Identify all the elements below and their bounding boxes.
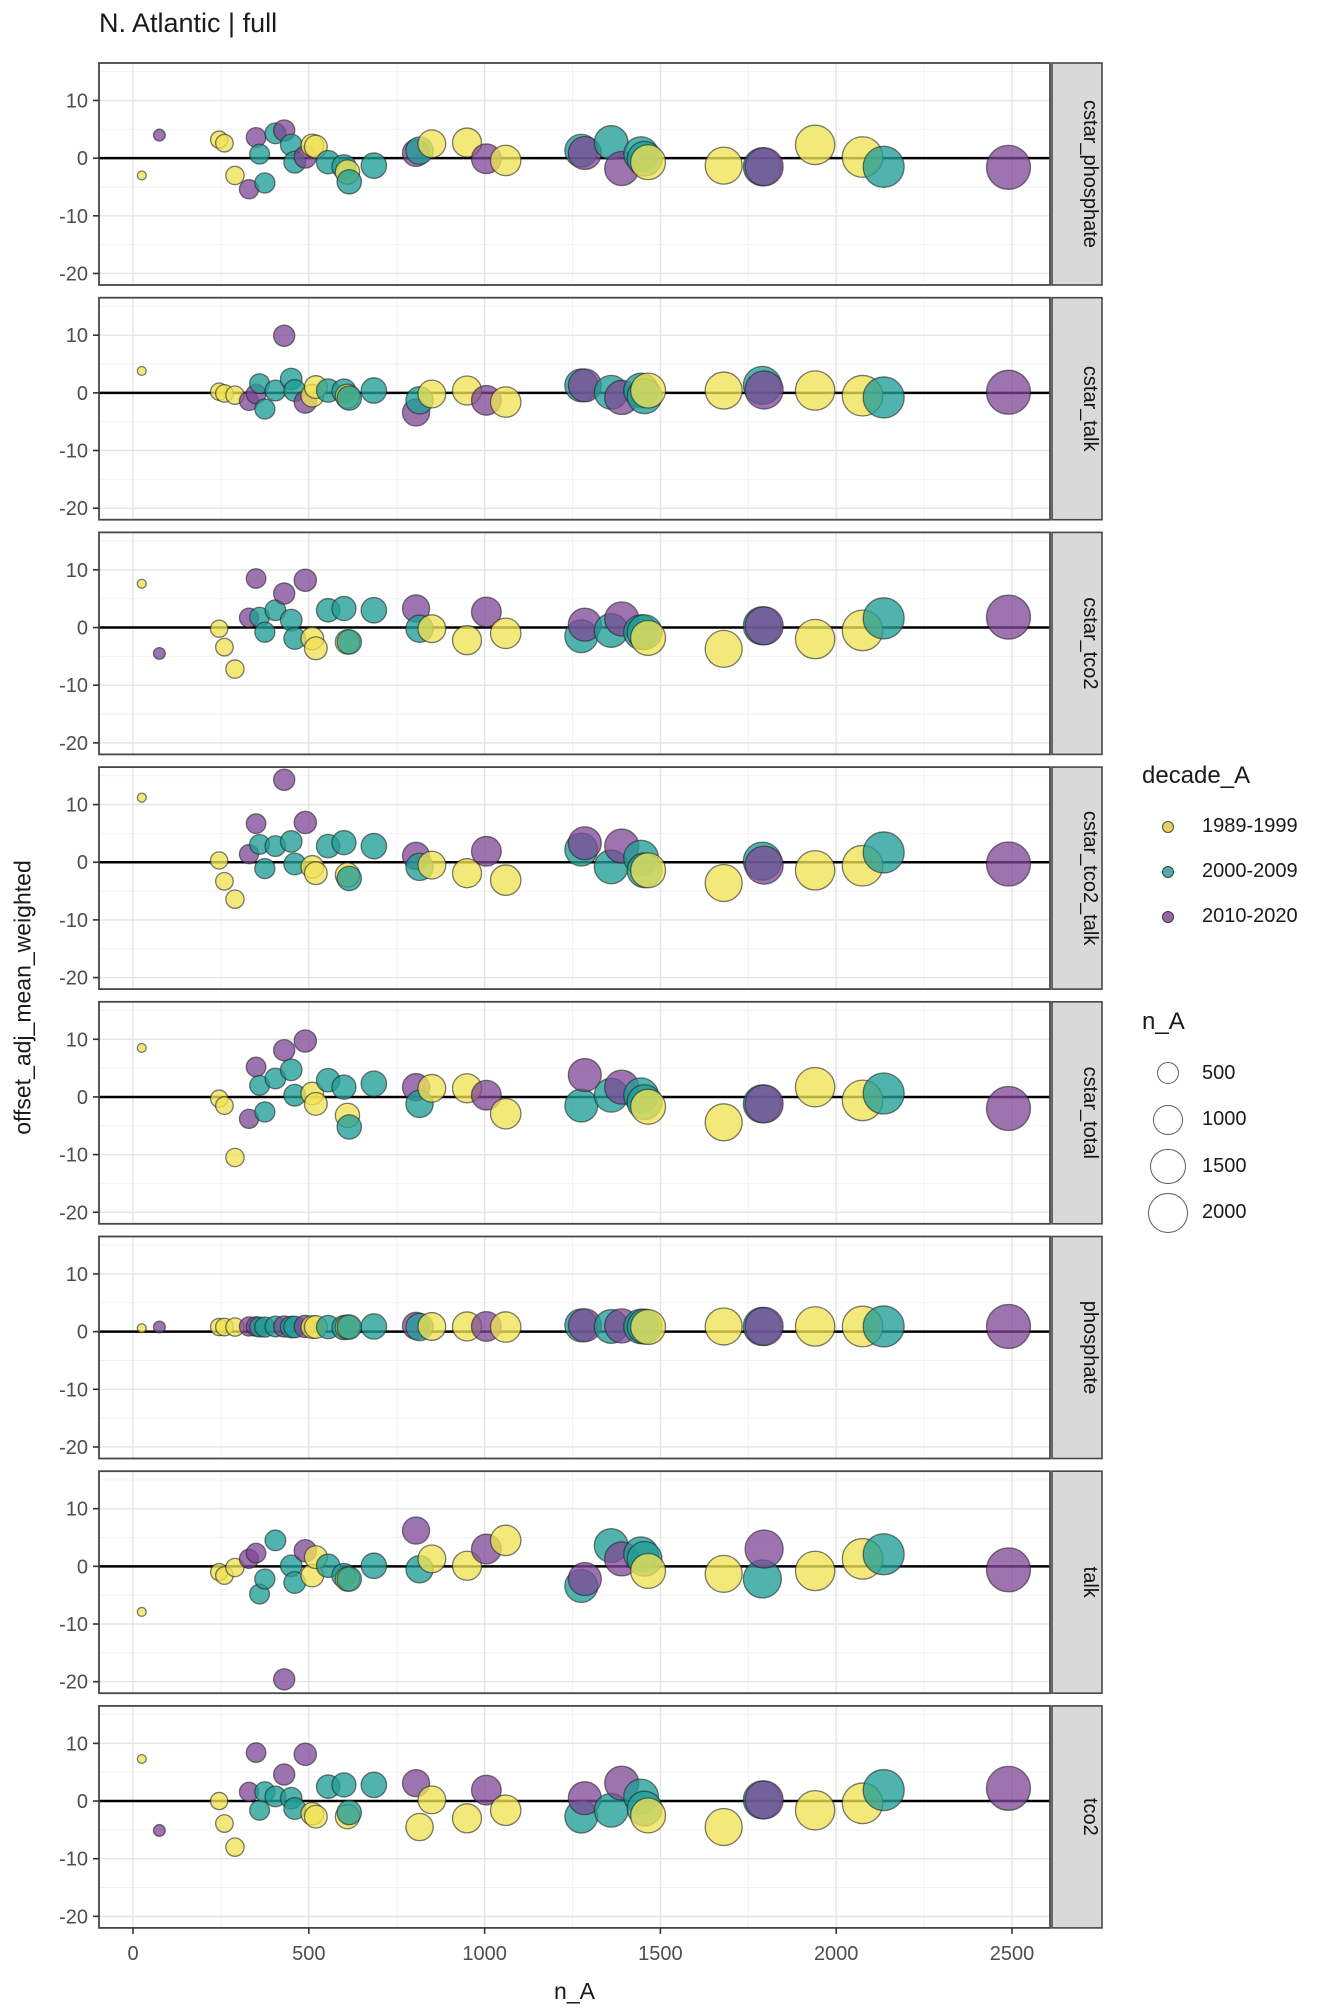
data-point [705, 147, 742, 184]
data-point [294, 1743, 316, 1765]
data-point [274, 583, 295, 604]
data-point [418, 380, 446, 408]
y-tick-label: 10 [65, 794, 88, 817]
data-point [337, 170, 361, 194]
data-point [795, 1791, 834, 1830]
y-tick-label: 0 [76, 382, 88, 405]
data-point [246, 814, 266, 834]
data-point [294, 811, 316, 833]
data-point [361, 598, 386, 623]
data-point [795, 1067, 834, 1106]
size-key-circle-icon [1148, 1193, 1188, 1233]
size-legend [1142, 1008, 1247, 1236]
data-point [337, 630, 361, 654]
facet-strip-label: phosphate [1079, 1300, 1101, 1395]
x-tick-label: 2000 [813, 1942, 859, 1965]
y-tick-label: -10 [59, 1848, 88, 1871]
y-tick-label: 0 [76, 1086, 88, 1109]
facet-panel [59, 63, 1102, 285]
data-point [137, 579, 146, 588]
decade-legend-label: 2010-2020 [1202, 905, 1298, 927]
data-point [987, 1087, 1031, 1131]
data-point [255, 399, 275, 419]
decade-key-dot-icon [1162, 866, 1174, 878]
data-point [361, 153, 386, 178]
size-legend-item [1142, 1143, 1247, 1190]
y-tick-label: -20 [59, 1671, 88, 1694]
data-point [337, 1800, 361, 1824]
data-point [631, 1554, 666, 1589]
y-tick-label: 10 [65, 90, 88, 113]
data-point [418, 1786, 446, 1814]
data-point [337, 386, 361, 410]
data-point [490, 1795, 520, 1825]
data-point [332, 831, 356, 855]
data-point [337, 1115, 361, 1139]
data-point [987, 1548, 1031, 1592]
size-legend-item [1142, 1050, 1247, 1097]
data-point [418, 851, 446, 879]
facet-panel [59, 1706, 1102, 1965]
y-tick-label: -10 [59, 675, 88, 698]
data-point [274, 325, 295, 346]
data-point [246, 569, 266, 589]
data-point [565, 1089, 598, 1122]
data-point [304, 1805, 327, 1828]
decade-legend-item [1142, 849, 1298, 894]
data-point [137, 1324, 146, 1333]
y-tick-label: -10 [59, 205, 88, 228]
data-point [294, 1030, 316, 1052]
data-point [418, 1545, 446, 1573]
data-point [153, 129, 165, 141]
facet-strip-label: tco2 [1079, 1797, 1101, 1836]
data-point [361, 833, 386, 858]
legend-key-cell [1142, 911, 1194, 923]
decade-key-dot-icon [1162, 911, 1174, 923]
data-point [631, 1798, 666, 1833]
x-tick-label: 2500 [989, 1942, 1035, 1965]
data-point [255, 859, 275, 879]
x-axis-title: n_A [554, 1978, 595, 2004]
legend-key-cell [1142, 1149, 1194, 1184]
data-point [795, 125, 834, 164]
size-key-circle-icon [1150, 1149, 1185, 1184]
data-point [418, 130, 446, 158]
data-point [153, 648, 165, 660]
panel-background [99, 767, 1050, 989]
legend-key-cell [1142, 866, 1194, 878]
data-point [211, 620, 228, 637]
data-point [490, 387, 520, 417]
data-point [745, 846, 783, 884]
y-tick-label: -20 [59, 498, 88, 521]
y-tick-label: 0 [76, 852, 88, 875]
data-point [705, 1809, 742, 1846]
data-point [216, 1815, 234, 1833]
data-point [745, 1530, 783, 1568]
data-point [137, 793, 146, 802]
data-point [274, 1669, 295, 1690]
data-point [211, 1792, 228, 1809]
data-point [226, 166, 244, 184]
y-tick-label: -10 [59, 909, 88, 932]
data-point [226, 1838, 244, 1856]
data-point [211, 852, 228, 869]
data-point [863, 1073, 904, 1114]
data-point [863, 377, 904, 418]
data-point [274, 1764, 295, 1785]
data-point [471, 836, 501, 866]
data-point [490, 1525, 520, 1555]
data-point [255, 622, 275, 642]
size-legend-label: 1000 [1202, 1108, 1247, 1131]
data-point [361, 1553, 386, 1578]
facet-panel [59, 1471, 1102, 1693]
facet-panel [59, 532, 1102, 754]
facet-strip-label: cstar_talk [1079, 365, 1101, 452]
data-point [631, 620, 666, 655]
facet-strip-label: cstar_phosphate [1079, 100, 1101, 248]
data-point [216, 134, 234, 152]
size-key-circle-icon [1157, 1062, 1179, 1084]
data-point [216, 638, 234, 656]
data-point [402, 1517, 429, 1544]
y-tick-label: -20 [59, 1906, 88, 1929]
facet-strip-label: cstar_total [1079, 1066, 1101, 1159]
data-point [255, 1102, 275, 1122]
data-point [452, 1804, 481, 1833]
x-tick-label: 1500 [638, 1942, 683, 1965]
y-tick-label: -20 [59, 967, 88, 990]
plot-title: N. Atlantic | full [99, 8, 278, 38]
y-tick-label: 0 [76, 617, 88, 640]
y-tick-label: -20 [59, 1202, 88, 1225]
size-legend-rows [1142, 1050, 1247, 1236]
data-point [705, 865, 742, 902]
data-point [337, 1567, 361, 1591]
decade-legend-rows [1142, 804, 1298, 939]
data-point [705, 1104, 742, 1141]
size-legend-item [1142, 1097, 1247, 1144]
data-point [250, 144, 270, 164]
data-point [490, 145, 520, 175]
y-tick-label: 10 [65, 1498, 88, 1521]
data-point [137, 366, 146, 375]
data-point [418, 615, 446, 643]
facet-strip-label: cstar_tco2_talk [1079, 810, 1101, 946]
data-point [332, 1075, 356, 1099]
data-point [490, 1098, 520, 1128]
data-point [745, 1781, 783, 1819]
panel-background [99, 1237, 1050, 1459]
data-point [265, 1530, 286, 1551]
data-point [153, 1321, 165, 1333]
data-point [137, 171, 146, 180]
data-point [631, 1089, 666, 1124]
y-tick-label: 0 [76, 1556, 88, 1579]
data-point [304, 862, 327, 885]
x-tick-label: 1000 [462, 1942, 507, 1965]
y-tick-label: 10 [65, 1029, 88, 1052]
decade-legend-item [1142, 804, 1298, 849]
data-point [745, 1307, 783, 1345]
y-tick-label: -10 [59, 1144, 88, 1167]
data-point [226, 660, 244, 678]
size-legend-label: 500 [1202, 1061, 1236, 1084]
data-point [705, 1308, 742, 1345]
data-point [795, 1551, 834, 1590]
data-point [274, 769, 295, 790]
legend-key-cell [1142, 1062, 1194, 1084]
data-point [745, 607, 783, 645]
data-point [631, 373, 666, 408]
data-point [418, 1313, 446, 1341]
data-point [137, 1607, 146, 1616]
data-point [863, 1770, 904, 1811]
data-point [294, 569, 316, 591]
data-point [863, 1306, 904, 1347]
data-point [255, 1569, 275, 1589]
data-point [863, 1534, 904, 1575]
data-point [987, 595, 1031, 639]
data-point [361, 378, 386, 403]
data-point [153, 1825, 165, 1837]
y-axis-title: offset_adj_mean_weighted [9, 860, 36, 1135]
data-point [452, 626, 481, 655]
facet-panel [59, 767, 1102, 989]
data-point [490, 865, 520, 895]
panel-background [99, 298, 1050, 520]
y-tick-label: 10 [65, 1263, 88, 1286]
facet-strip-label: cstar_tco2 [1079, 597, 1101, 690]
data-point [987, 1766, 1031, 1810]
data-point [332, 1773, 356, 1797]
y-tick-label: -20 [59, 732, 88, 755]
size-legend-title: n_A [1142, 1008, 1185, 1035]
data-point [795, 619, 834, 658]
data-point [280, 1059, 302, 1081]
data-point [137, 1754, 146, 1763]
data-point [631, 1310, 666, 1345]
x-tick-label: 500 [292, 1942, 326, 1965]
y-tick-label: 10 [65, 559, 88, 582]
decade-legend-item [1142, 894, 1298, 939]
data-point [361, 1772, 386, 1797]
data-point [332, 596, 356, 620]
data-point [863, 832, 904, 873]
data-point [216, 872, 234, 890]
y-tick-label: -20 [59, 263, 88, 286]
data-point [705, 1555, 742, 1592]
size-key-circle-icon [1153, 1105, 1183, 1135]
data-point [226, 1148, 244, 1166]
facet-strip-label: talk [1079, 1566, 1101, 1598]
y-tick-label: 0 [76, 1321, 88, 1344]
data-point [631, 145, 666, 180]
decade-legend [1142, 762, 1298, 939]
y-tick-label: -20 [59, 1436, 88, 1459]
data-point [304, 637, 327, 660]
data-point [987, 842, 1031, 886]
data-point [631, 853, 666, 888]
y-tick-label: 10 [65, 325, 88, 348]
decade-legend-title: decade_A [1142, 762, 1251, 789]
y-tick-label: 0 [76, 148, 88, 171]
y-tick-label: -10 [59, 1379, 88, 1402]
y-tick-label: -10 [59, 1614, 88, 1637]
data-point [745, 1085, 783, 1123]
data-point [705, 630, 742, 667]
data-point [987, 370, 1031, 414]
x-tick-label: 0 [127, 1942, 139, 1965]
data-point [745, 371, 783, 409]
data-point [250, 1800, 270, 1820]
data-point [987, 145, 1031, 189]
data-point [304, 1092, 327, 1115]
decade-legend-label: 1989-1999 [1202, 815, 1298, 837]
size-legend-item [1142, 1190, 1247, 1237]
data-point [137, 1043, 146, 1052]
data-point [705, 372, 742, 409]
size-legend-label: 1500 [1202, 1154, 1247, 1177]
facet-panel [59, 298, 1102, 520]
data-point [280, 831, 302, 853]
data-point [216, 1097, 234, 1115]
data-point [863, 598, 904, 639]
data-point [490, 1312, 520, 1342]
data-point [226, 890, 244, 908]
facet-panel [59, 1002, 1102, 1224]
data-point [361, 1071, 386, 1096]
data-point [246, 1543, 266, 1563]
data-point [255, 173, 275, 193]
legend-key-cell [1142, 1105, 1194, 1135]
size-legend-label: 2000 [1202, 1201, 1247, 1224]
data-point [795, 371, 834, 410]
decade-key-dot-icon [1162, 821, 1174, 833]
data-point [568, 827, 601, 860]
data-point [406, 1813, 433, 1840]
facet-panel [59, 1237, 1102, 1459]
data-point [568, 1563, 601, 1596]
data-point [745, 148, 783, 186]
data-point [246, 1743, 266, 1763]
y-tick-label: -10 [59, 440, 88, 463]
legend-key-cell [1142, 1193, 1194, 1233]
data-point [361, 1314, 386, 1339]
decade-legend-label: 2000-2009 [1202, 860, 1298, 882]
data-point [337, 1315, 361, 1339]
legend-key-cell [1142, 821, 1194, 833]
y-tick-label: 10 [65, 1733, 88, 1756]
data-point [418, 1074, 446, 1102]
data-point [246, 1057, 266, 1077]
y-tick-label: 0 [76, 1791, 88, 1814]
data-point [987, 1304, 1031, 1348]
data-point [274, 1040, 295, 1061]
data-point [490, 618, 520, 648]
data-point [337, 866, 361, 890]
data-point [795, 851, 834, 890]
data-point [863, 146, 904, 187]
data-point [795, 1307, 834, 1346]
